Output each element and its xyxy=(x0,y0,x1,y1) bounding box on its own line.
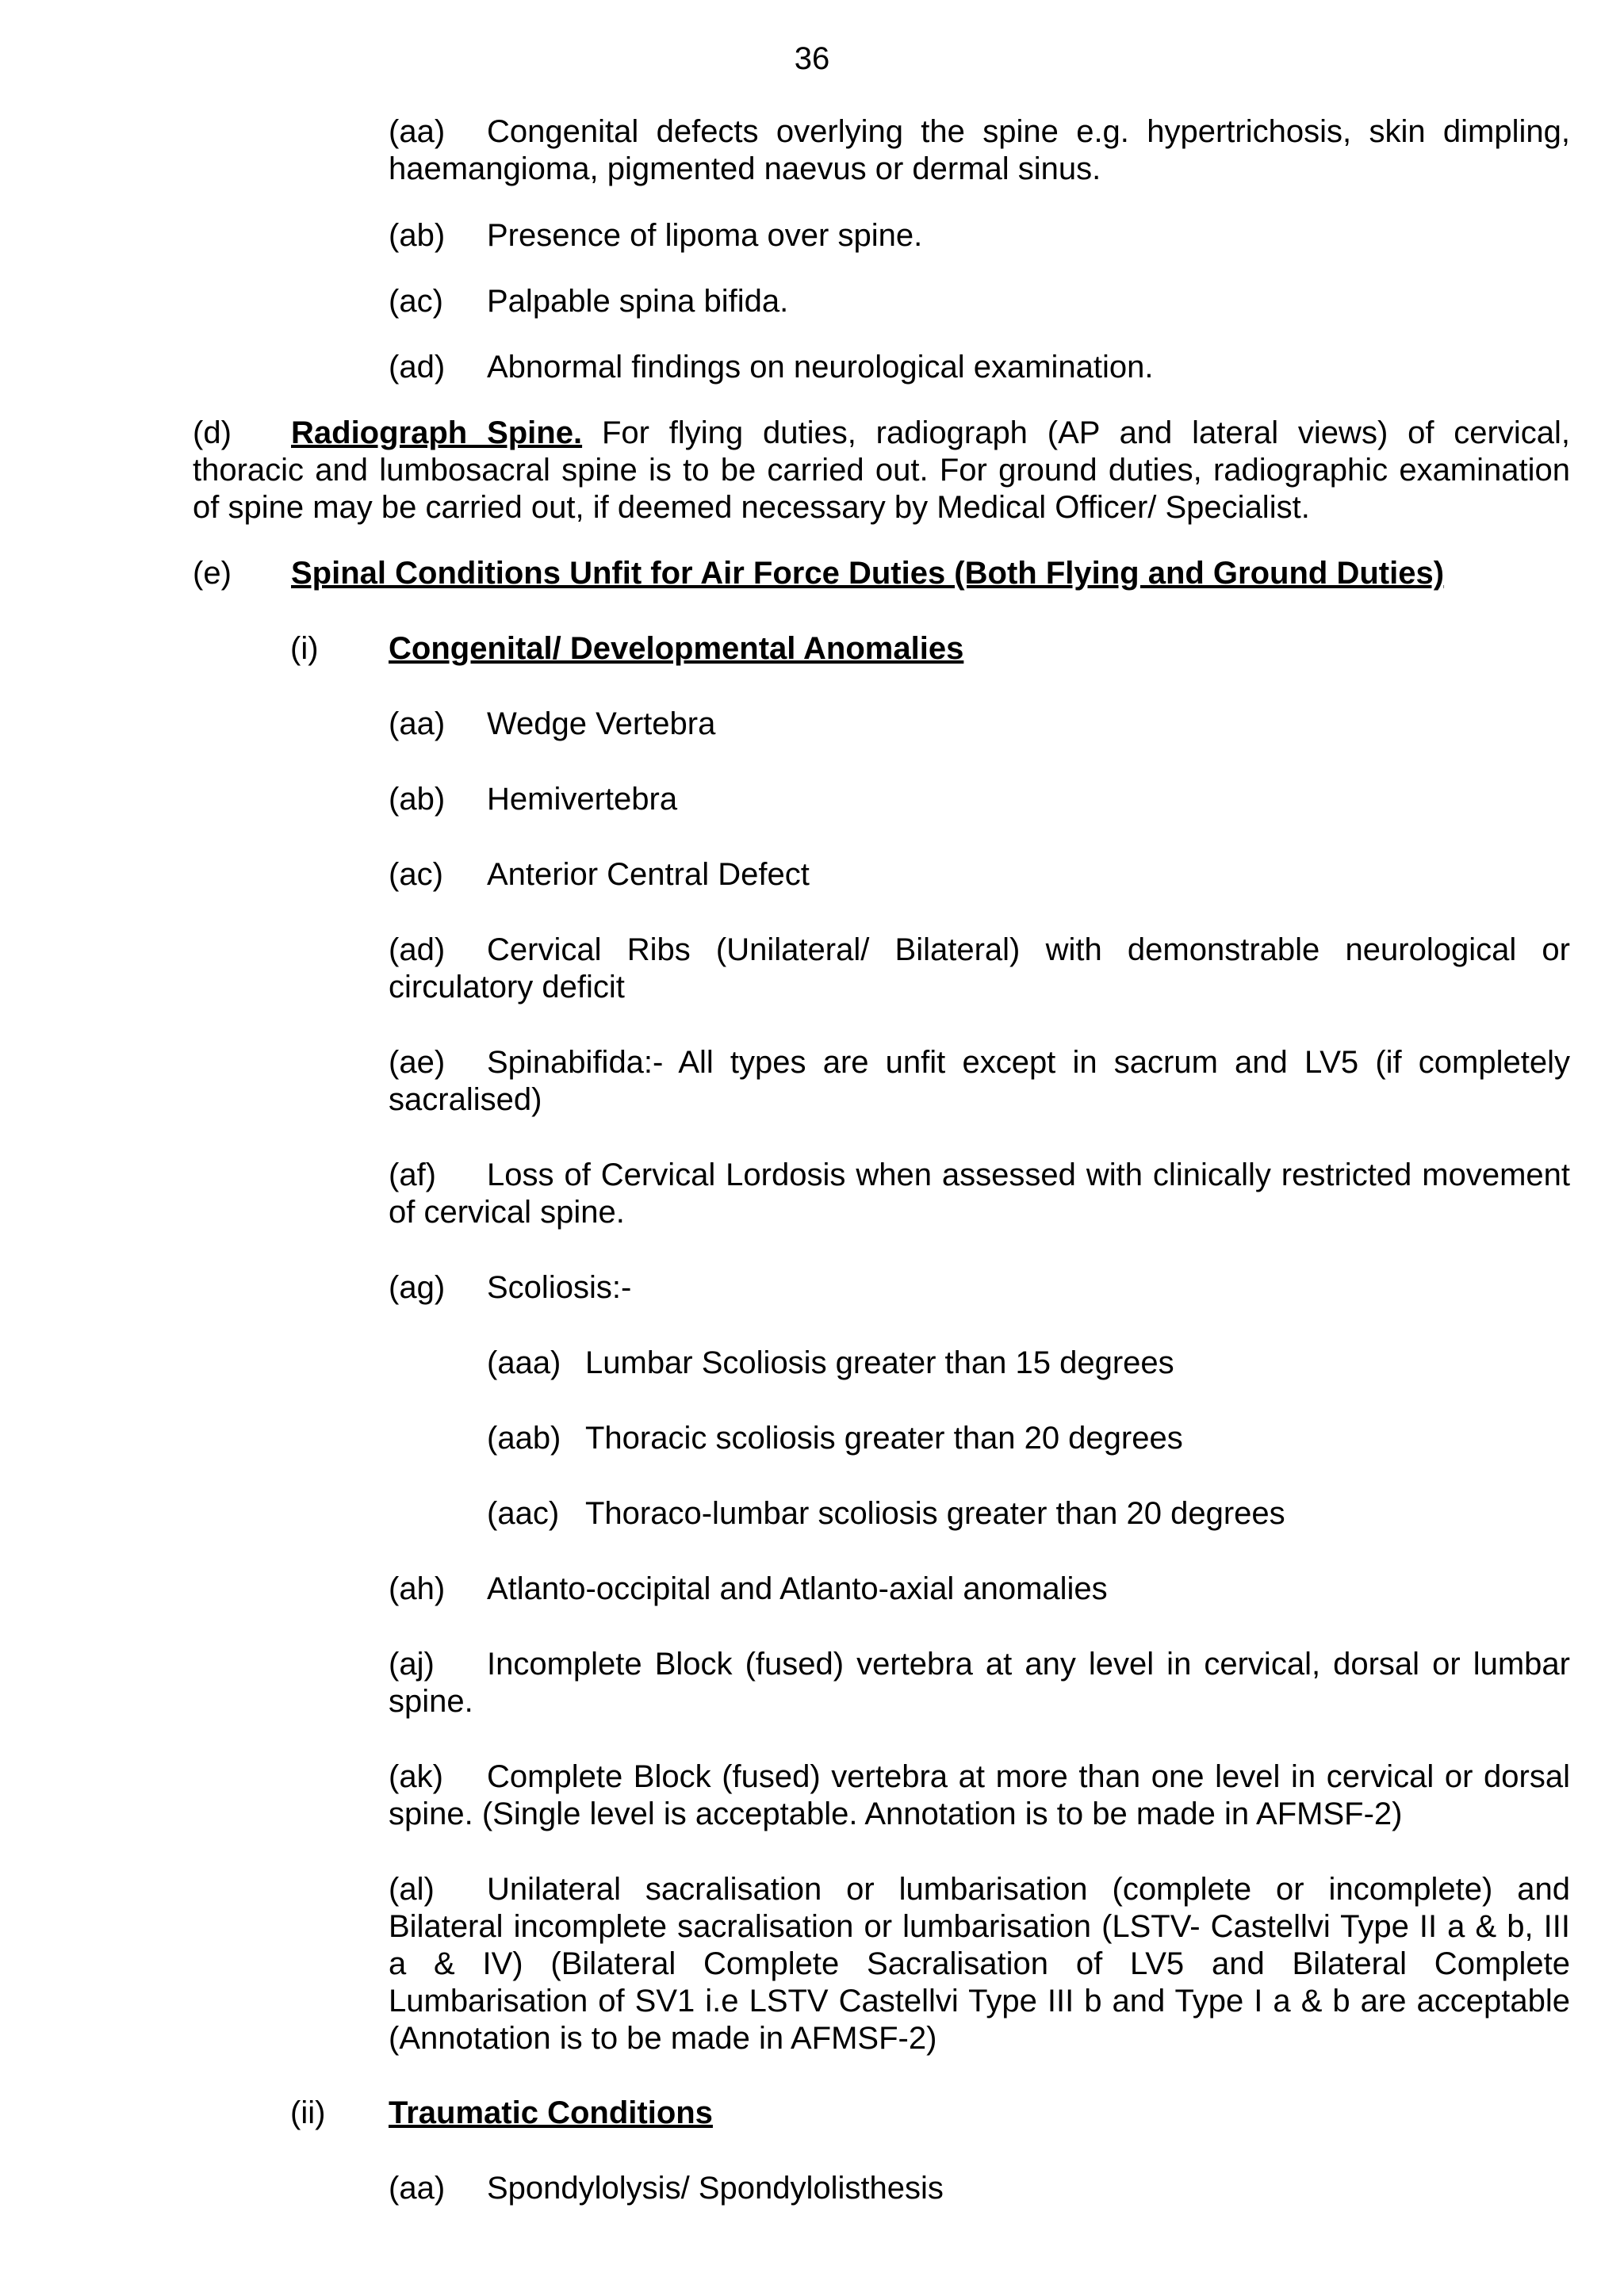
list-item: (ah) Atlanto-occipital and Atlanto-axial anomalies xyxy=(389,1571,1108,1606)
list-item: (aac) Thoraco-lumbar scoliosis greater than 20 degrees xyxy=(487,1496,1285,1531)
list-item: (aab) Thoracic scoliosis greater than 20 degrees xyxy=(487,1421,1183,1456)
list-item: (al) Unilateral sacralisation or lumbarisation (complete or incomplete) and Bilateral incomplete sacralisation or lumbarisation (LSTV- Castellvi Type II a & b, III a & IV) (Bilateral Complete Sacralisation of LV5 and Bilateral Complete Lumbarisation of SV1 i.e LSTV Castellvi Type III b and Type I a & b are acceptable (Annotation is to be made in AFMSF-2) xyxy=(389,1872,1570,2056)
list-item: (aa) Spondylolysis/ Spondylolisthesis xyxy=(389,2171,944,2206)
sub-i-heading: Congenital/ Developmental Anomalies xyxy=(389,631,964,666)
list-item: (ab) Presence of lipoma over spine. xyxy=(389,218,923,253)
list-item: (aa) Wedge Vertebra xyxy=(389,706,716,741)
list-item: (ae) Spinabifida:- All types are unfit except in sacrum and LV5 (if completely sacralised) xyxy=(389,1045,1570,1117)
list-item: (aj) Incomplete Block (fused) vertebra at any level in cervical, dorsal or lumbar spine. xyxy=(389,1647,1570,1719)
list-item: (aa) Congenital defects overlying the spine e.g. hypertrichosis, skin dimpling, haemangioma, pigmented naevus or dermal sinus. xyxy=(389,114,1570,186)
list-item: (af) Loss of Cervical Lordosis when assessed with clinically restricted movement of cervical spine. xyxy=(389,1158,1570,1230)
section-d-heading: Radiograph Spine. xyxy=(291,415,583,450)
sub-ii-heading-line: (ii) Traumatic Conditions xyxy=(290,2095,713,2130)
list-item: (ak) Complete Block (fused) vertebra at more than one level in cervical or dorsal spine. (Single level is acceptable. Annotation is to be made in AFMSF-2) xyxy=(389,1759,1570,1831)
list-item: (ac) Anterior Central Defect xyxy=(389,857,810,892)
list-item: (ad) Abnormal findings on neurological examination. xyxy=(389,350,1154,385)
list-item: (ac) Palpable spina bifida. xyxy=(389,284,789,319)
section-e-heading: Spinal Conditions Unfit for Air Force Duties (Both Flying and Ground Duties) xyxy=(291,556,1445,591)
sub-i-heading-line: (i) Congenital/ Developmental Anomalies xyxy=(290,631,964,666)
page-number: 36 xyxy=(794,41,830,76)
section-d-paragraph: (d) Radiograph Spine. For flying duties, radiograph (AP and lateral views) of cervical, thoracic and lumbosacral spine is to be carried out. For ground duties, radiographic examination of spine may be carried out, if deemed necessary by Medical Officer/ Specialist. xyxy=(193,415,1570,525)
list-item: (ag) Scoliosis:- xyxy=(389,1270,632,1305)
list-item: (ad) Cervical Ribs (Unilateral/ Bilateral) with demonstrable neurological or circulatory deficit xyxy=(389,932,1570,1004)
section-e-heading-line: (e) Spinal Conditions Unfit for Air Force Duties (Both Flying and Ground Duties) xyxy=(193,556,1445,591)
sub-ii-heading: Traumatic Conditions xyxy=(389,2095,713,2130)
list-item: (aaa) Lumbar Scoliosis greater than 15 degrees xyxy=(487,1345,1174,1380)
list-item: (ab) Hemivertebra xyxy=(389,782,678,817)
